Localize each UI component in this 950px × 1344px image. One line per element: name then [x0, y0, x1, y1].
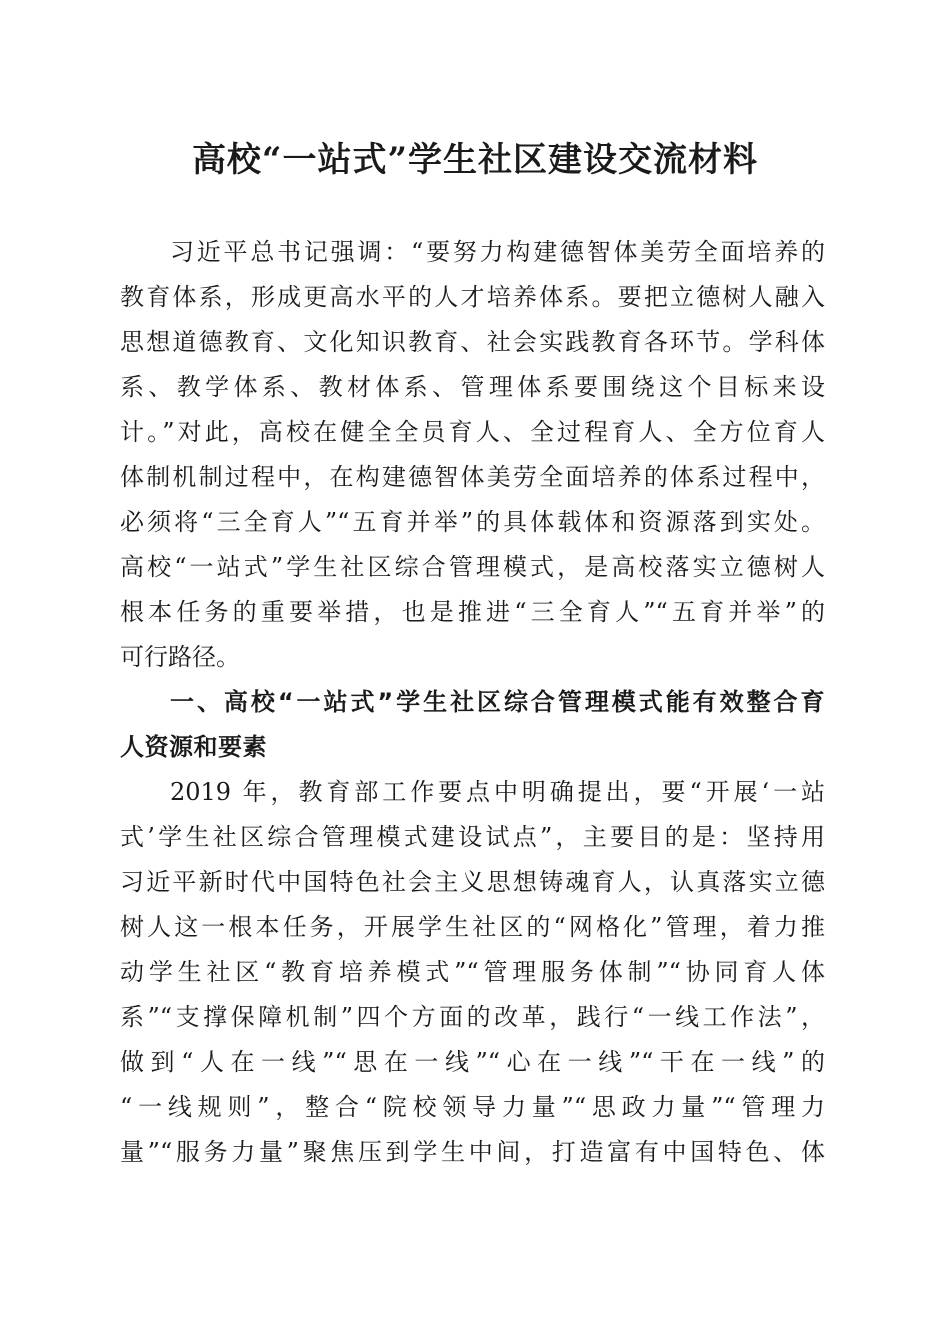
paragraph-2-line-7: 做到“人在一线”“思在一线”“心在一线”“干在一线”的 — [120, 1048, 825, 1076]
paragraph-1-line-4: 系、教学体系、教材体系、管理体系要围绕这个目标来设 — [120, 373, 825, 401]
paragraph-2-line-3: 习近平新时代中国特色社会主义思想铸魂育人，认真落实立德 — [120, 868, 825, 896]
document-title: 高校“一站式”学生社区建设交流材料 — [191, 140, 759, 180]
paragraph-2-line-6: 系”“支撑保障机制”四个方面的改革，践行“一线工作法”， — [120, 1003, 825, 1031]
paragraph-1-line-2: 教育体系，形成更高水平的人才培养体系。要把立德树人融入 — [120, 283, 825, 311]
paragraph-2-line-5: 动学生社区“教育培养模式”“管理服务体制”“协同育人体 — [120, 958, 825, 986]
paragraph-2-line-9: 量”“服务力量”聚焦压到学生中间，打造富有中国特色、体 — [120, 1138, 825, 1166]
paragraph-1-line-1: 习近平总书记强调：“要努力构建德智体美劳全面培养的 — [170, 238, 825, 266]
paragraph-2-line-1: 2019 年，教育部工作要点中明确提出，要“开展‘一站 — [170, 778, 825, 806]
paragraph-1-line-8: 高校“一站式”学生社区综合管理模式，是高校落实立德树人 — [120, 553, 825, 581]
paragraph-1-line-10: 可行路径。 — [120, 643, 240, 671]
paragraph-1-line-3: 思想道德教育、文化知识教育、社会实践教育各环节。学科体 — [120, 328, 825, 356]
section-heading-line-1: 一、高校“一站式”学生社区综合管理模式能有效整合育 — [170, 688, 825, 716]
paragraph-1-line-6: 体制机制过程中，在构建德智体美劳全面培养的体系过程中， — [120, 463, 825, 491]
paragraph-1-line-9: 根本任务的重要举措，也是推进“三全育人”“五育并举”的 — [120, 598, 825, 626]
paragraph-2-line-2: 式’学生社区综合管理模式建设试点”，主要目的是：坚持用 — [120, 823, 825, 851]
section-heading-line-2: 人资源和要素 — [120, 733, 267, 761]
paragraph-2-line-4: 树人这一根本任务，开展学生社区的“网格化”管理，着力推 — [120, 913, 825, 941]
paragraph-1-line-5: 计。”对此，高校在健全全员育人、全过程育人、全方位育人 — [120, 418, 825, 446]
paragraph-1-line-7: 必须将“三全育人”“五育并举”的具体载体和资源落到实处。 — [120, 508, 825, 536]
paragraph-2-line-8: “一线规则”，整合“院校领导力量”“思政力量”“管理力 — [120, 1093, 825, 1121]
